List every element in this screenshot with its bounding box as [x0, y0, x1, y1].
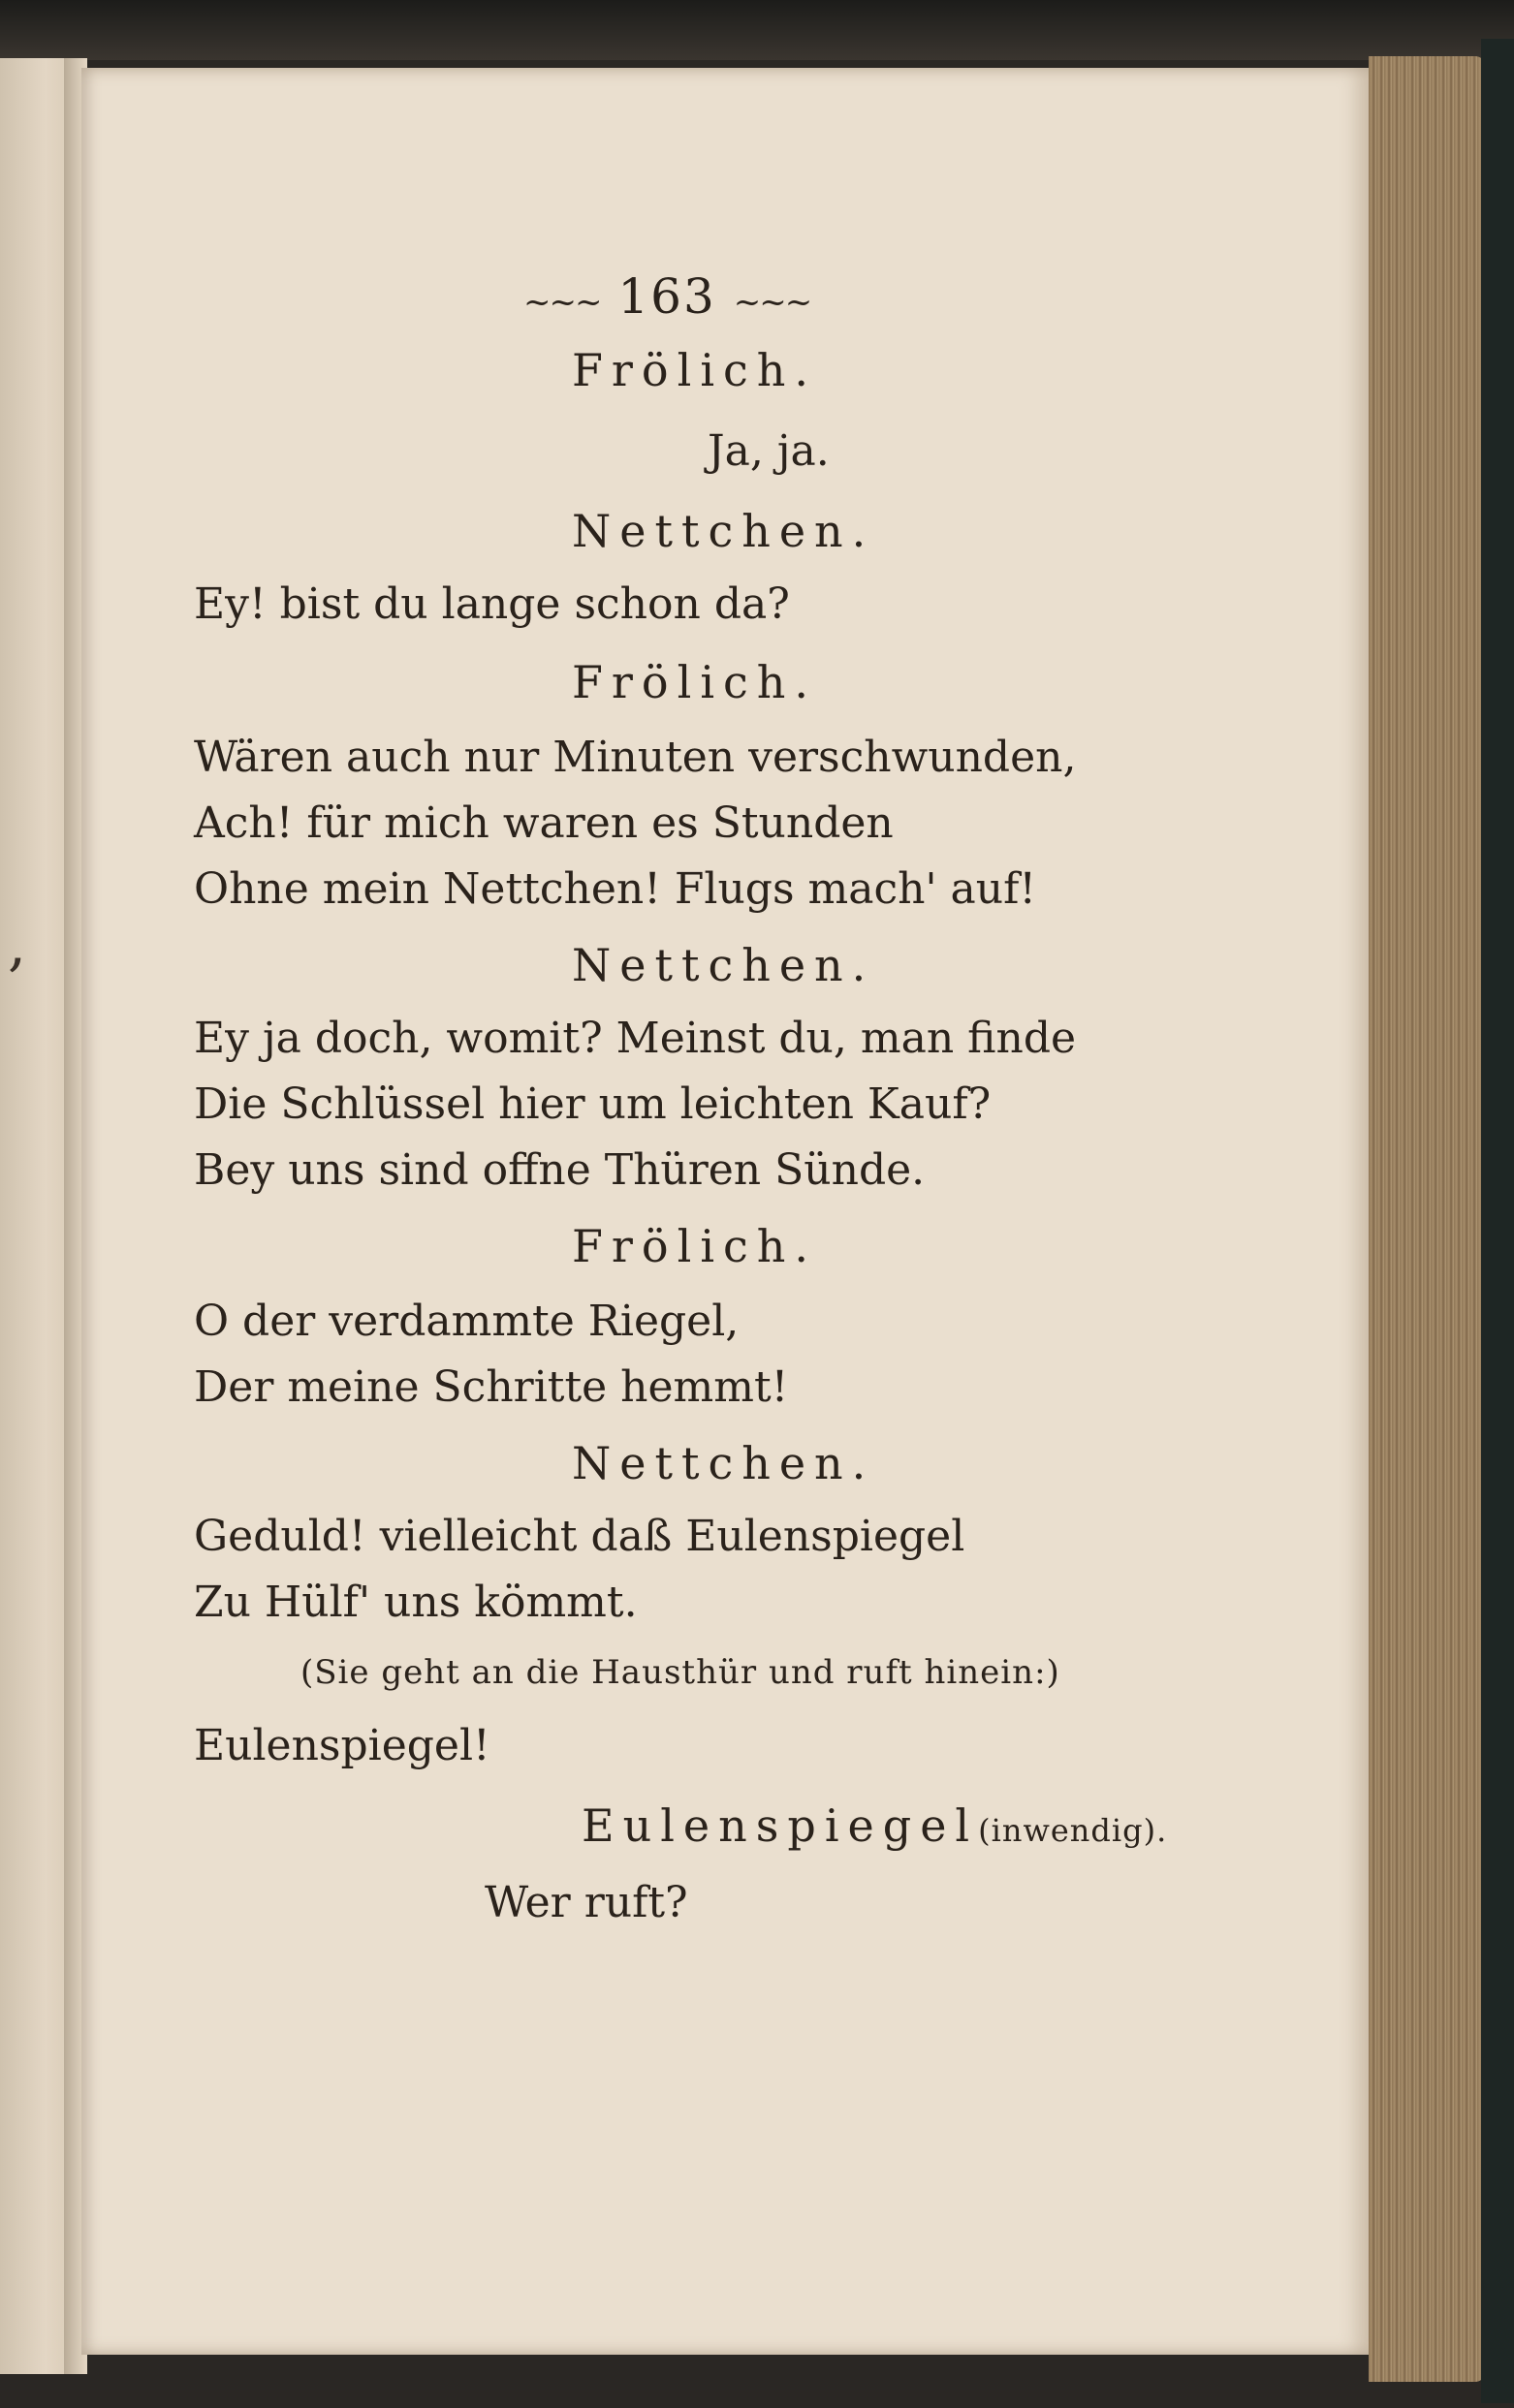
verse-line: Ohne mein Nettchen! Flugs mach' auf!: [194, 864, 1037, 914]
page-header: [523, 262, 810, 337]
verse-line: Die Schlüssel hier um leichten Kauf?: [194, 1079, 992, 1129]
speaker-name: Eulenspiegel: [582, 1799, 979, 1852]
verse-line: Wer ruft?: [485, 1878, 688, 1927]
verse-line: O der verdammte Riegel,: [194, 1297, 740, 1346]
left-page-fragment: ,: [8, 911, 27, 979]
verse-line: Zu Hülf' uns kömmt.: [194, 1578, 638, 1627]
speaker-name: Frölich.: [572, 656, 818, 708]
speaker-name: Frölich.: [572, 1220, 818, 1272]
speaker-name: Frölich.: [572, 344, 818, 396]
verse-line: Ey! bist du lange schon da?: [194, 579, 790, 629]
speaker-name: Nettchen.: [572, 939, 875, 991]
speaker-note: (inwendig).: [978, 1812, 1168, 1849]
stage-direction: (Sie geht an die Hausthür und ruft hinein:): [300, 1653, 1060, 1692]
header-ornament-right: ~~~: [733, 283, 811, 322]
speaker-name: Nettchen.: [572, 1437, 875, 1489]
verse-line: Der meine Schritte hemmt!: [194, 1362, 789, 1412]
verse-line: Bey uns sind offne Thüren Sünde.: [194, 1145, 926, 1195]
book-cover-top: [0, 0, 1514, 60]
book-cover-edge: [1481, 39, 1514, 2403]
verse-line: Geduld! vielleicht daß Eulenspiegel: [194, 1512, 965, 1561]
verse-line: Eulenspiegel!: [194, 1721, 490, 1770]
header-ornament-left: ~~~: [523, 283, 601, 322]
page-number: 163: [617, 268, 716, 325]
verse-line: Wären auch nur Minuten verschwunden,: [194, 733, 1077, 782]
speaker-name: Nettchen.: [572, 505, 875, 557]
verse-line: Ey ja doch, womit? Meinst du, man finde: [194, 1014, 1077, 1063]
verse-line: Ja, ja.: [708, 426, 830, 476]
speaker-name-eulenspiegel: [582, 1791, 1167, 1865]
page-edges: [1369, 56, 1485, 2382]
verse-line: Ach! für mich waren es Stunden: [194, 798, 894, 848]
